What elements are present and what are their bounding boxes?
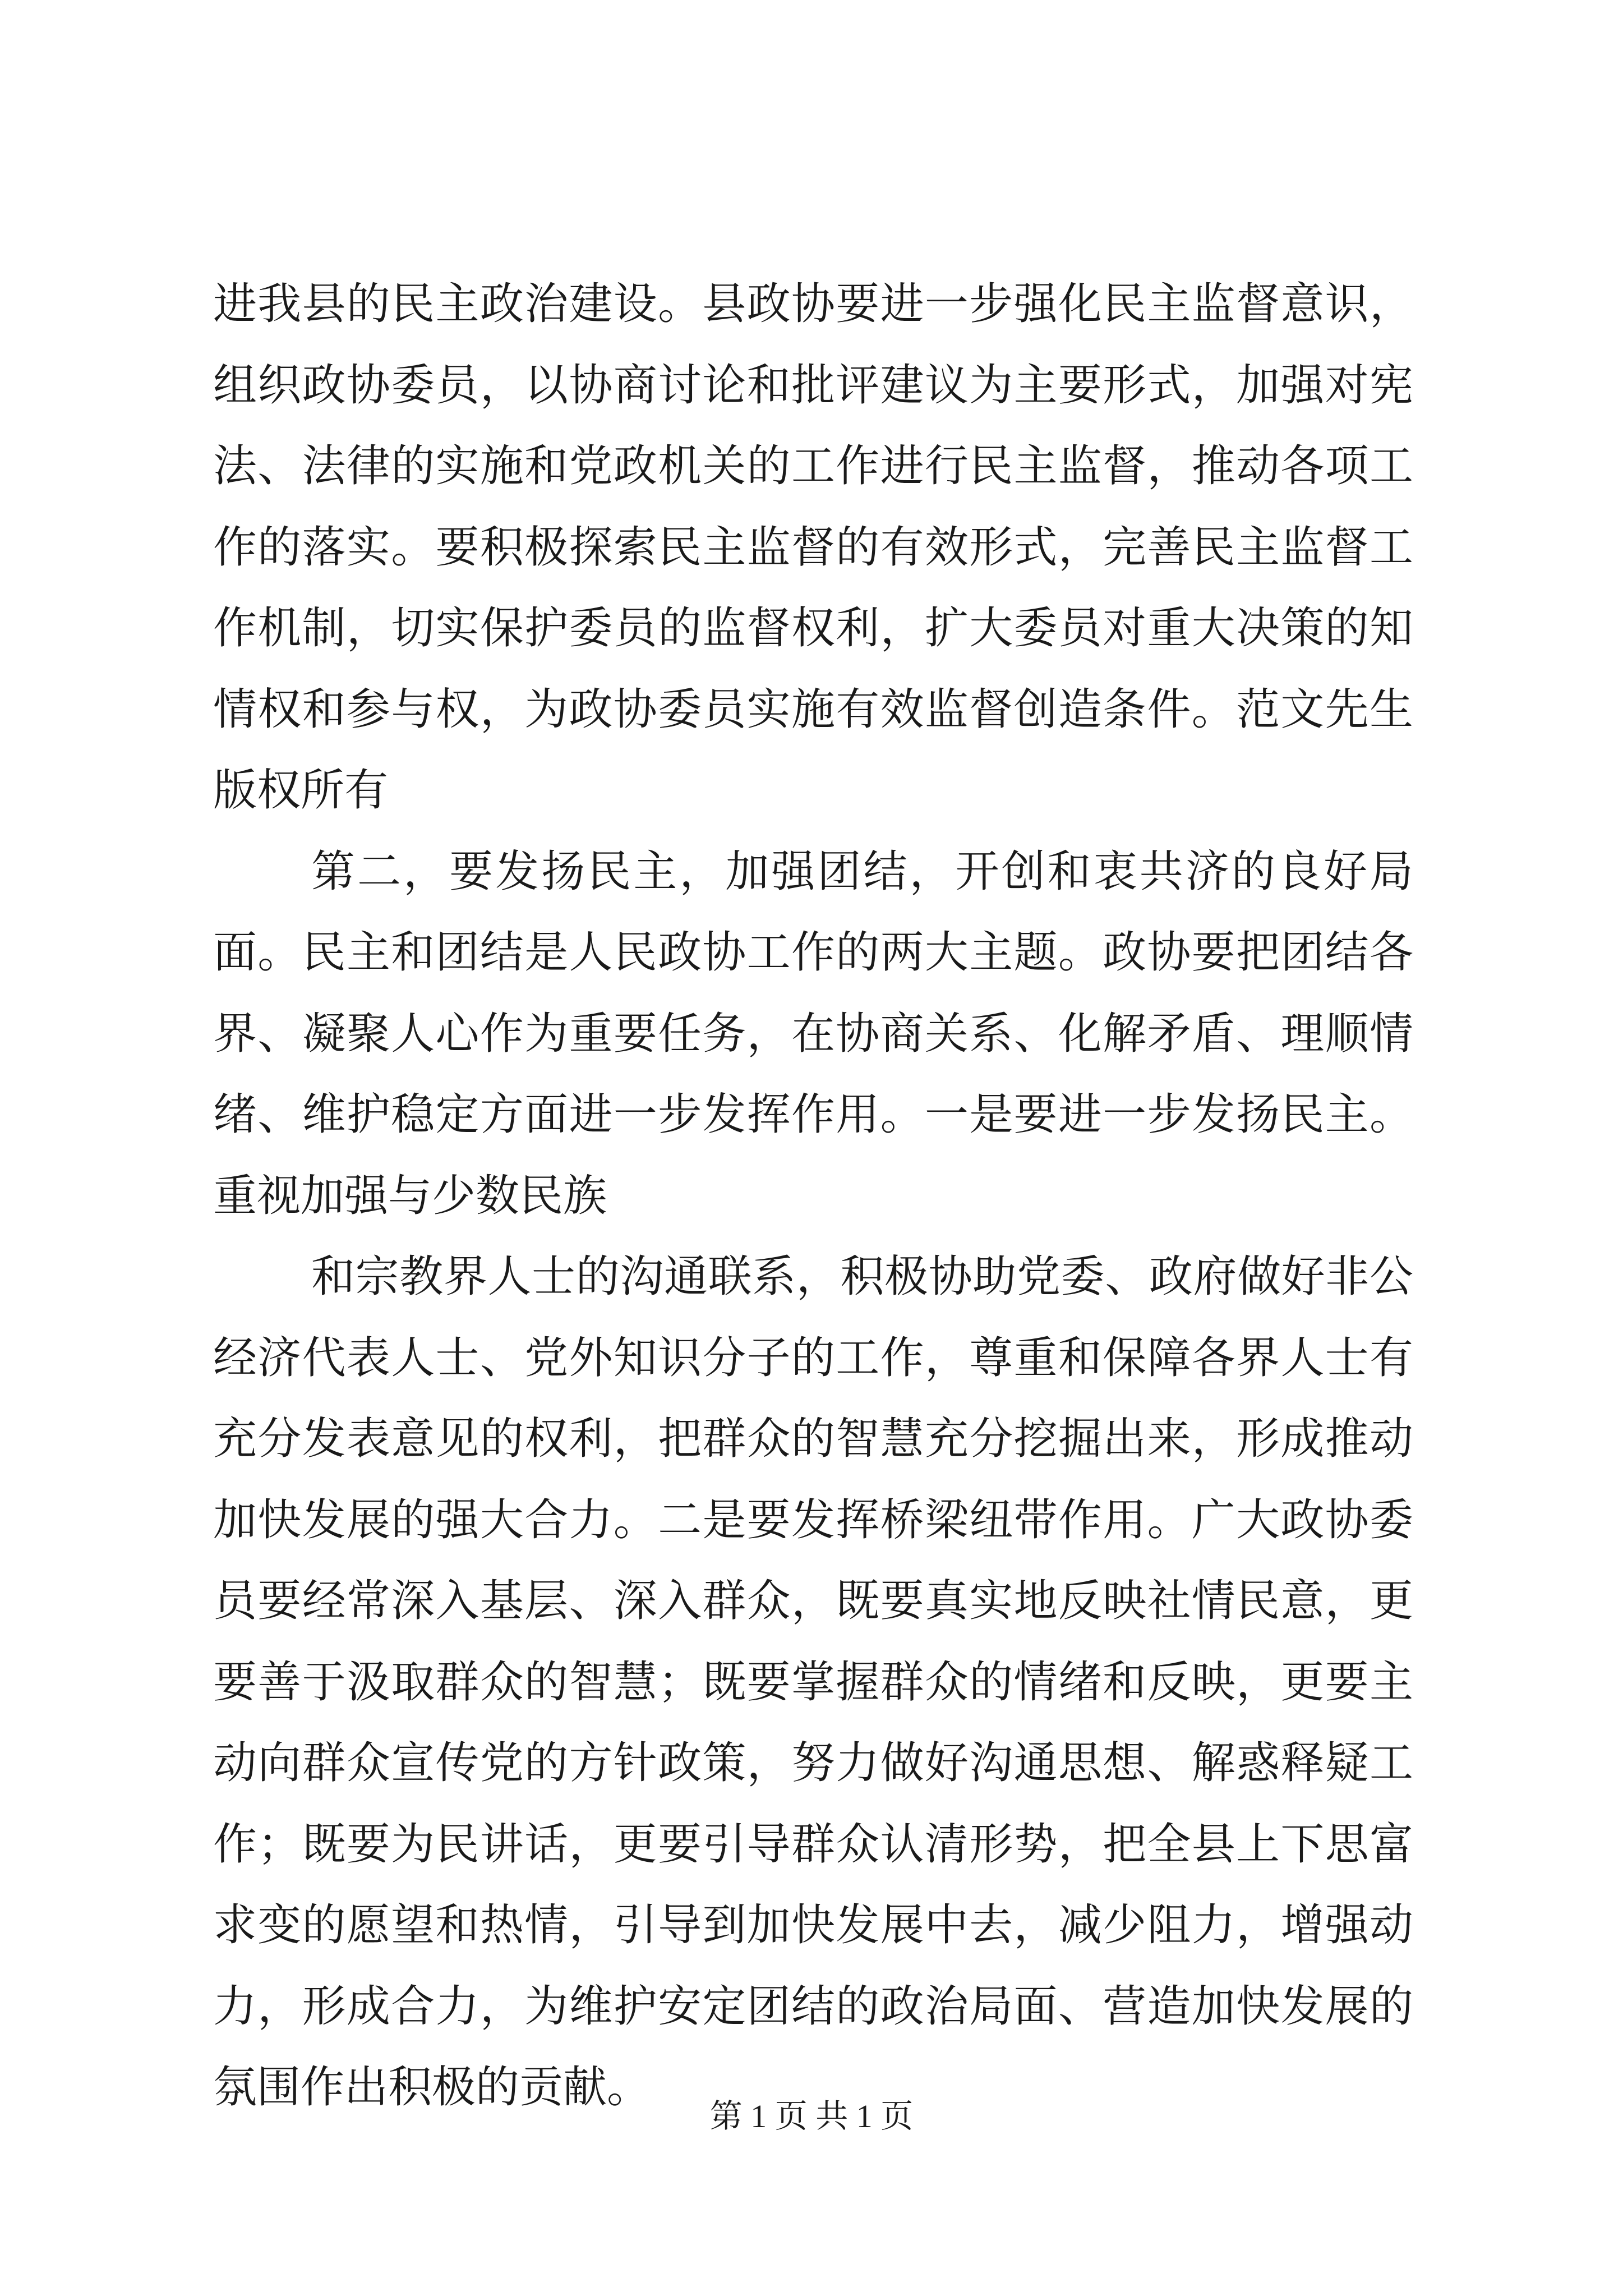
page-number-footer: 第 1 页 共 1 页 [709,2098,914,2134]
document-body [213,264,1413,2128]
paragraph-1: 进我县的民主政治建设。县政协要进一步强化民主监督意识，组织政协委员，以协商讨论和批评建议为主要形式，加强对宪法、法律的实施和党政机关的工作进行民主监督，推动各项工作的落实。要积极探索民主监督的有效形式，完善民主监督工作机制，切实保护委员的监督权利，扩大委员对重大决策的知情权和参与权，为政协委员实施有效监督创造条件。范文先生版权所有 [213,279,1413,816]
paragraph-3: 和宗教界人士的沟通联系，积极协助党委、政府做好非公经济代表人士、党外知识分子的工作，尊重和保障各界人士有充分发表意见的权利，把群众的智慧充分挖掘出来，形成推动加快发展的强大合力。二是要发挥桥梁纽带作用。广大政协委员要经常深入基层、深入群众，既要真实地反映社情民意，更要善于汲取群众的智慧；既要掌握群众的情绪和反映，更要主动向群众宣传党的方针政策，努力做好沟通思想、解惑释疑工作；既要为民讲话，更要引导群众认清形势，把全县上下思富求变的愿望和热情，引导到加快发展中去，减少阻力，增强动力，形成合力，为维护安定团结的政治局面、营造加快发展的氛围作出积极的贡献。 [213,1251,1413,2113]
paragraph-2: 第二，要发扬民主，加强团结，开创和衷共济的良好局面。民主和团结是人民政协工作的两大主题。政协要把团结各界、凝聚人心作为重要任务，在协商关系、化解矛盾、理顺情绪、维护稳定方面进一步发挥作用。一是要进一步发扬民主。重视加强与少数民族 [213,846,1413,1221]
